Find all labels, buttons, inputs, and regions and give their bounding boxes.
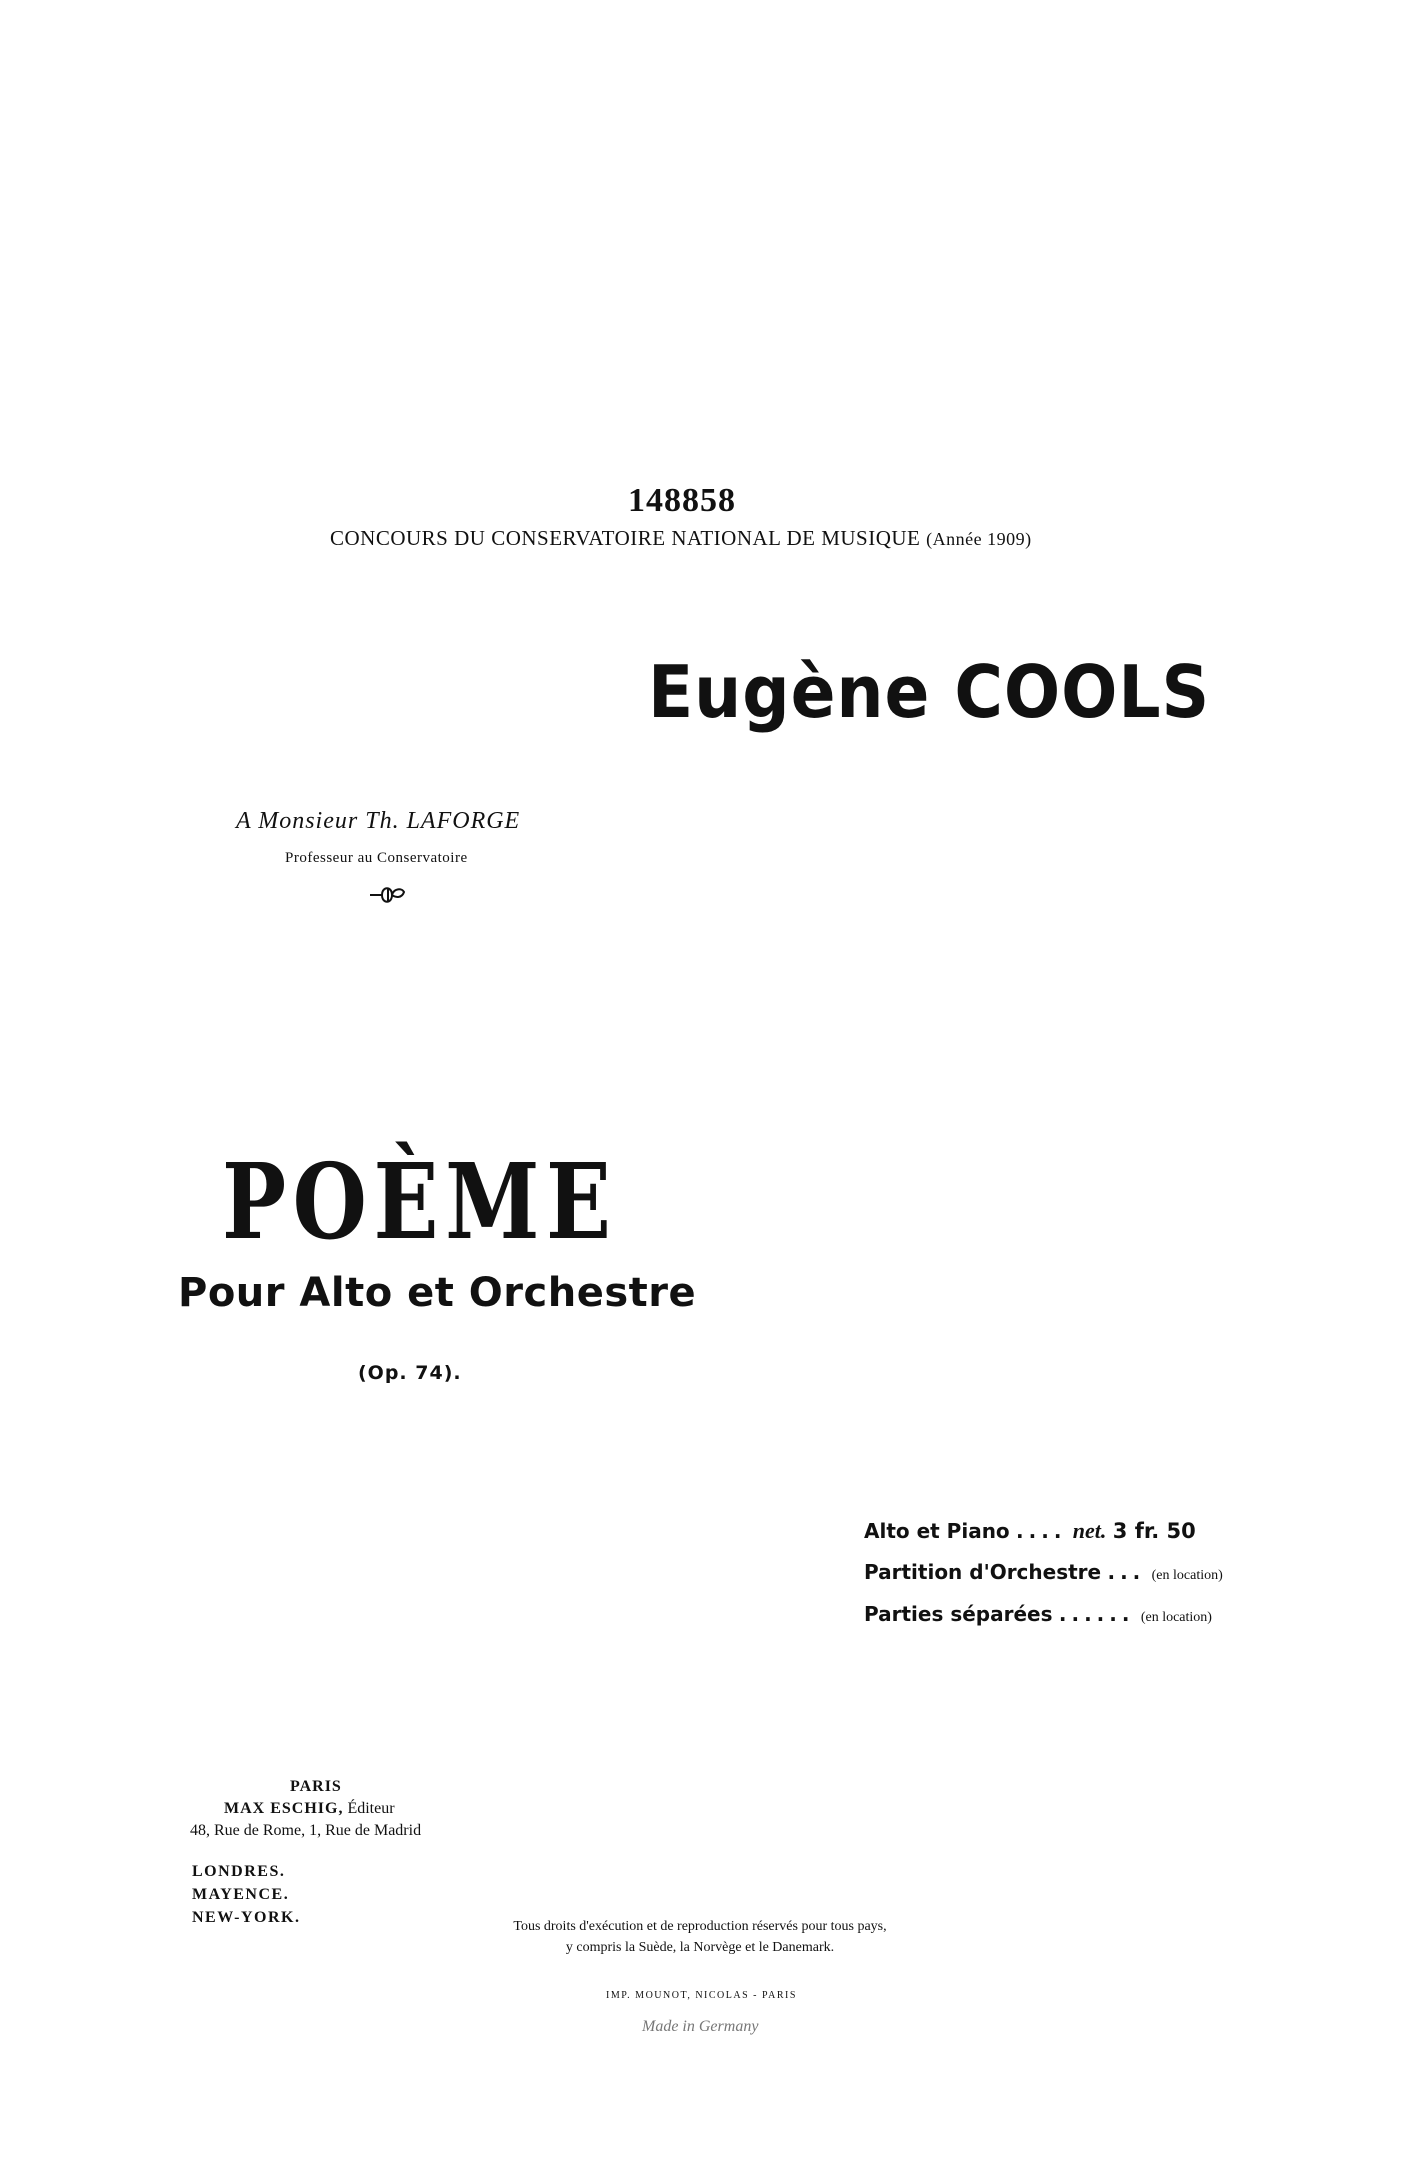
rights-line-1: Tous droits d'exécution et de reproduction réservés pour tous pays, bbox=[513, 1919, 887, 1934]
printer-credit: IMP. MOUNOT, NICOLAS - PARIS bbox=[606, 1990, 797, 2001]
composer-name: Eugène COOLS bbox=[648, 650, 1211, 734]
edition-price-list bbox=[864, 1518, 1223, 1644]
publisher-name-line bbox=[190, 1800, 421, 1822]
catalog-number: 148858 bbox=[628, 482, 736, 519]
fleuron-ornament-icon bbox=[368, 880, 408, 910]
leader-dots: ... bbox=[1107, 1560, 1146, 1584]
edition-note: (en location) bbox=[1151, 1568, 1223, 1583]
edition-price: 3 fr. 50 bbox=[1112, 1519, 1196, 1543]
other-cities bbox=[192, 1860, 300, 1929]
opus-number: (Op. 74). bbox=[358, 1362, 462, 1384]
concours-line bbox=[330, 526, 1032, 551]
edition-row-partition bbox=[864, 1560, 1223, 1602]
dedication-subtitle: Professeur au Conservatoire bbox=[285, 850, 468, 866]
leader-dots: ...... bbox=[1058, 1602, 1135, 1626]
edition-label: Partition d'Orchestre bbox=[864, 1560, 1102, 1584]
net-label: net. bbox=[1072, 1518, 1107, 1543]
rights-line-2: y compris la Suède, la Norvège et le Danemark. bbox=[565, 1940, 835, 1955]
city-item: MAYENCE. bbox=[192, 1886, 290, 1903]
publisher-block bbox=[190, 1778, 421, 1844]
edition-label: Alto et Piano bbox=[864, 1519, 1010, 1543]
leader-dots: .... bbox=[1016, 1519, 1067, 1543]
city-item: LONDRES. bbox=[192, 1863, 286, 1880]
edition-row-alto-piano bbox=[864, 1518, 1223, 1560]
work-subtitle: Pour Alto et Orchestre bbox=[178, 1270, 697, 1316]
publisher-address: 48, Rue de Rome, 1, Rue de Madrid bbox=[190, 1822, 422, 1839]
made-in-stamp: Made in Germany bbox=[642, 2018, 759, 2035]
edition-note: (en location) bbox=[1140, 1610, 1212, 1625]
publisher-city: PARIS bbox=[290, 1778, 342, 1795]
edition-row-parties bbox=[864, 1602, 1223, 1644]
edition-label: Parties séparées bbox=[864, 1602, 1053, 1626]
concours-text: CONCOURS DU CONSERVATOIRE NATIONAL DE MUSIQUE bbox=[330, 526, 921, 550]
work-title: POÈME bbox=[222, 1140, 618, 1263]
dedication-line: A Monsieur Th. LAFORGE bbox=[236, 808, 521, 834]
rights-notice bbox=[470, 1916, 930, 1958]
publisher-role: Éditeur bbox=[347, 1800, 395, 1817]
publisher-name: MAX ESCHIG, bbox=[224, 1800, 344, 1817]
city-item: NEW-YORK. bbox=[192, 1909, 301, 1926]
concours-year: (Année 1909) bbox=[926, 529, 1032, 549]
